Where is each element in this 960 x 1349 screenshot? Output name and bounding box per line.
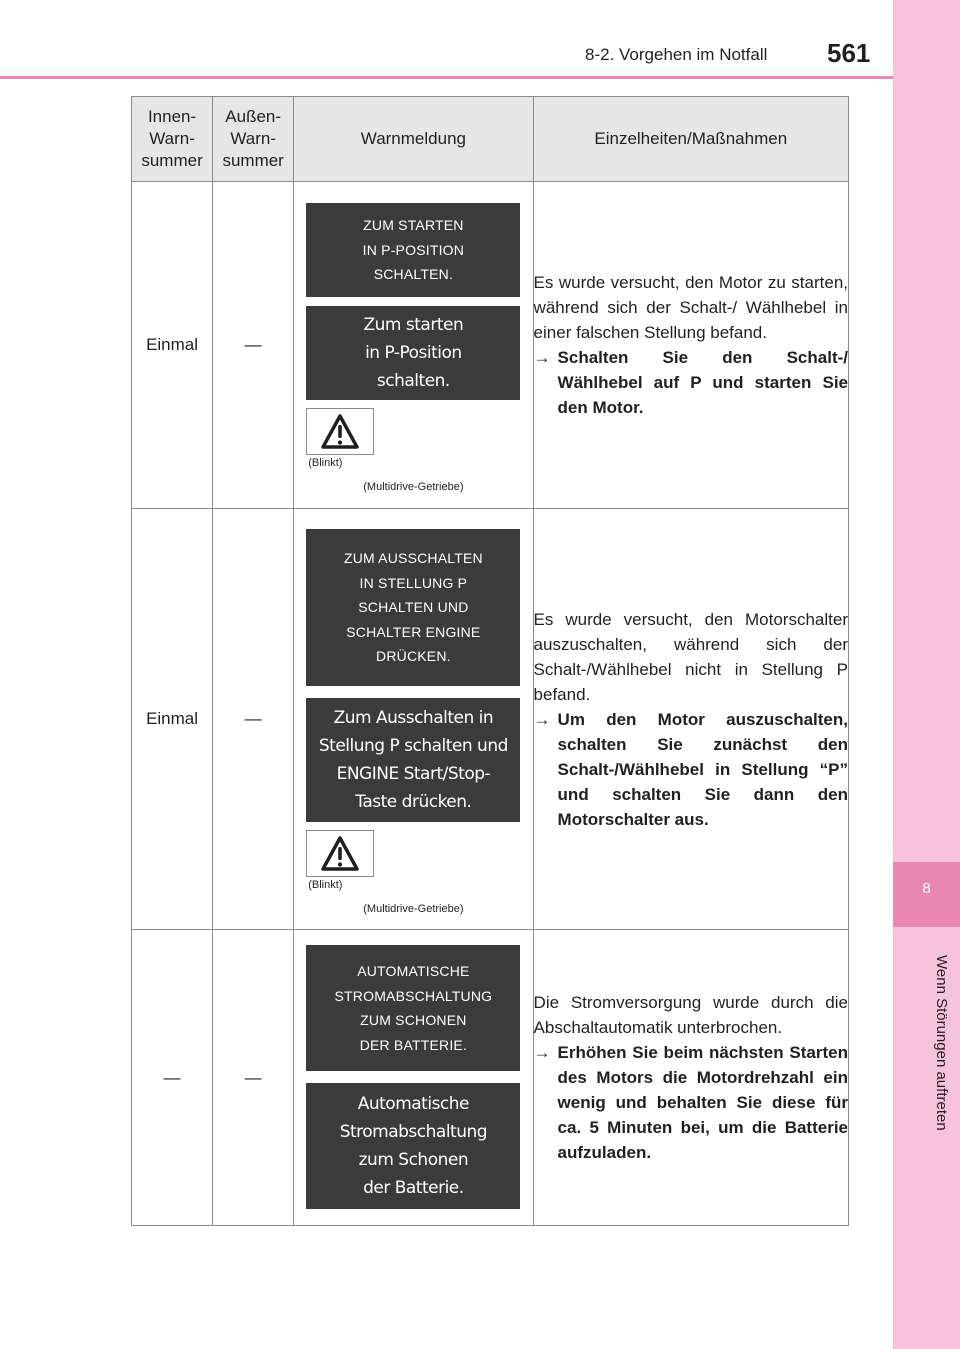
header-outer-buzzer [213, 97, 294, 182]
text-line: der Batterie. [363, 1178, 464, 1198]
warning-message-cell [294, 930, 533, 1226]
text-line: Stromabschaltung [339, 1122, 488, 1142]
detail-description: Es wurde versucht, den Motor zu starten, während sich der Schalt-/ Wählhebel in einer falschen Stellung befand. [533, 273, 848, 342]
arrow-icon: → [533, 348, 551, 367]
page-number: 561 [827, 38, 871, 68]
action-text: Erhöhen Sie beim nächsten Starten des Motors die Motordrehzahl ein wenig und behalten Sie diese für ca. 5 Minuten bei, um die Batterie aufzuladen. [557, 1043, 848, 1162]
text-line: Automatische [357, 1094, 470, 1114]
header-rule [0, 76, 893, 79]
inner-buzzer-cell: Einmal [132, 509, 213, 930]
arrow-icon: → [533, 1043, 551, 1062]
chapter-label: Wenn Störungen auftreten [933, 955, 950, 1131]
text-line: ZUM STARTEN [363, 217, 464, 234]
header-details [533, 97, 848, 182]
outer-buzzer-cell: — [213, 930, 294, 1226]
warning-message-cell [294, 182, 533, 509]
chapter-number: 8 [922, 880, 931, 897]
text-line: Taste drücken. [355, 792, 472, 812]
text-line: SCHALTEN UND [358, 599, 469, 616]
warning-message-cell [294, 509, 533, 930]
details-cell [533, 509, 848, 930]
header-text [222, 107, 283, 170]
inner-buzzer-cell: — [132, 930, 213, 1226]
text-line: IN P-POSITION [362, 241, 465, 258]
warning-table [131, 96, 849, 1226]
display-screen-caps [306, 203, 520, 297]
text-line: Zum Ausschalten in [333, 708, 494, 728]
header-text [141, 107, 202, 170]
text-line: ENGINE Start/Stop- [336, 764, 491, 784]
text-line: ZUM AUSSCHALTEN [343, 550, 483, 567]
transmission-note: (Multidrive-Getriebe) [363, 903, 464, 915]
text-line: Stellung P schalten und [318, 736, 508, 756]
action-instruction [534, 707, 848, 832]
table-row [132, 509, 849, 930]
text-line: Außen- [225, 107, 282, 126]
text-line: zum Schonen [358, 1150, 469, 1170]
text-line: Warn- [149, 129, 195, 148]
section-title: 8-2. Vorgehen im Notfall [585, 45, 768, 64]
details-cell [533, 930, 848, 1226]
text-line: Einzelheiten/Maßnahmen [594, 129, 788, 148]
table-row [132, 182, 849, 509]
blink-label: (Blinkt) [308, 457, 343, 469]
text-line: DER BATTERIE. [359, 1036, 468, 1053]
text-line: STROMABSCHALTUNG [334, 987, 493, 1004]
action-text: Schalten Sie den Schalt-/ Wählhebel auf P und starten Sie den Motor. [557, 348, 848, 417]
text-line: SCHALTER ENGINE [346, 623, 481, 640]
header-inner-buzzer [132, 97, 213, 182]
inner-buzzer-cell: Einmal [132, 182, 213, 509]
header-warning-message [294, 97, 533, 182]
details-cell [533, 182, 848, 509]
text-line: IN STELLUNG P [359, 574, 468, 591]
text-line: Zum starten [363, 315, 464, 335]
table-row [132, 930, 849, 1226]
outer-buzzer-cell: — [213, 182, 294, 509]
display-screen-caps [306, 529, 520, 686]
warning-indicator-group [306, 408, 374, 469]
header-text [361, 129, 466, 148]
action-instruction [534, 1040, 848, 1165]
text-line: Innen- [147, 107, 197, 126]
display-screen-mixed [306, 698, 520, 822]
detail-description: Es wurde versucht, den Motorschalter auszuschalten, während sich der Schalt-/Wählhebel nicht in Stellung P befand. [533, 609, 848, 704]
detail-description: Die Stromversorgung wurde durch die Abschaltautomatik unterbrochen. [533, 993, 848, 1037]
table-header-row [132, 97, 849, 182]
text-line: summer [222, 151, 284, 170]
header-text [594, 129, 787, 148]
text-line: schalten. [376, 371, 450, 391]
warning-triangle-icon [306, 830, 374, 877]
blink-label: (Blinkt) [308, 879, 343, 891]
text-line: AUTOMATISCHE [357, 963, 470, 979]
text-line: DRÜCKEN. [376, 648, 451, 665]
transmission-note: (Multidrive-Getriebe) [363, 481, 464, 493]
arrow-icon: → [533, 709, 551, 729]
text-line: summer [141, 151, 203, 170]
text-line: Warnmeldung [360, 129, 466, 148]
text-line: SCHALTEN. [373, 266, 454, 283]
outer-buzzer-cell: — [213, 509, 294, 930]
display-screen-mixed [306, 306, 520, 400]
text-line: in P-Position [365, 343, 462, 363]
text-line: Warn- [230, 129, 276, 148]
warning-indicator-group [306, 830, 374, 891]
action-text: Um den Motor auszuschalten, schalten Sie zunächst den Schalt-/Wählhebel in Stellung “P” und schalten Sie dann den Motorschalter aus. [557, 709, 848, 829]
text-line: ZUM SCHONEN [360, 1012, 467, 1028]
warning-triangle-icon [306, 408, 374, 455]
display-screen-mixed [306, 1083, 520, 1209]
display-screen-caps [306, 945, 520, 1071]
action-instruction [534, 345, 848, 420]
